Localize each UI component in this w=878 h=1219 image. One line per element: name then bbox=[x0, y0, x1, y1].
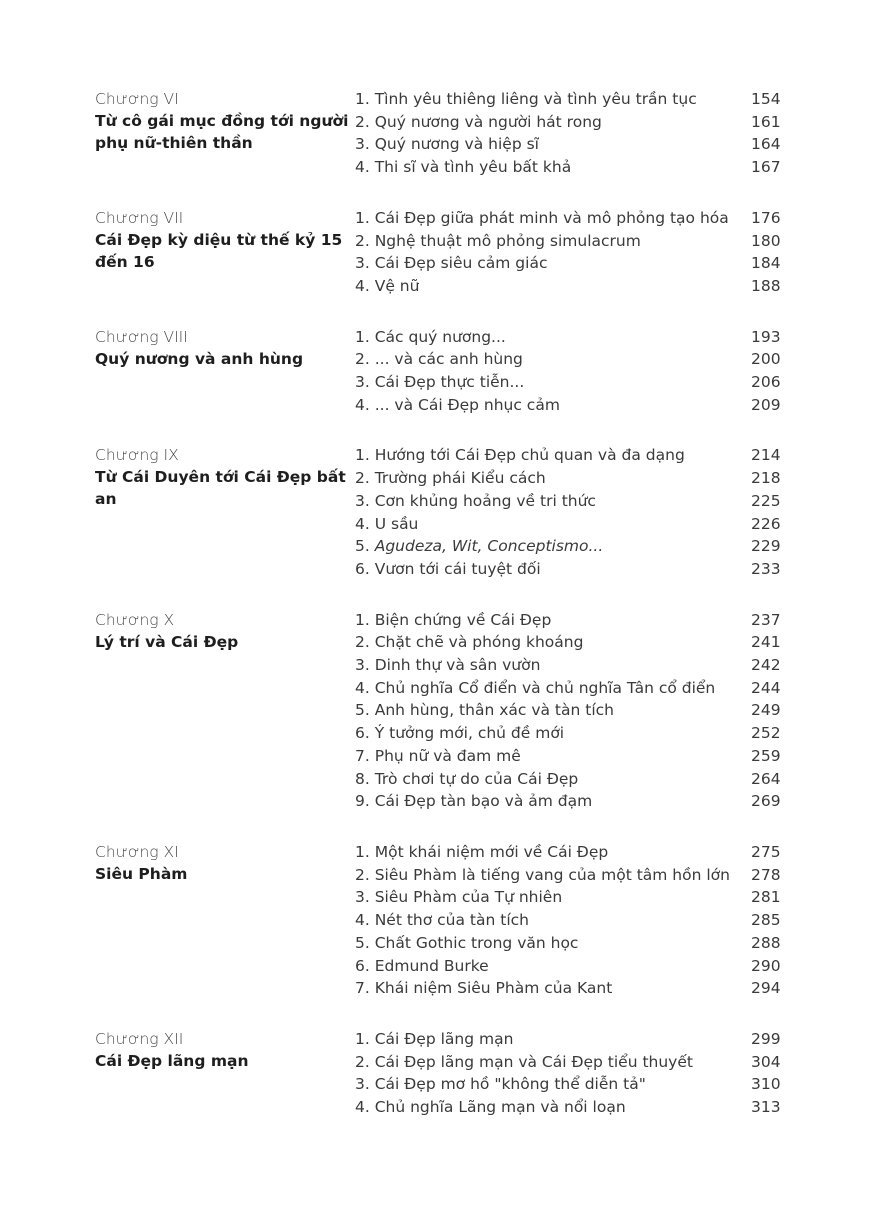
chapter-number: Chương X bbox=[95, 610, 175, 629]
chapter-block bbox=[95, 207, 795, 298]
section-entry bbox=[355, 326, 795, 349]
chapter-title: Cái Đẹp lãng mạn bbox=[95, 1051, 249, 1070]
page-number: 176 bbox=[751, 208, 781, 227]
page-number: 180 bbox=[751, 231, 781, 250]
chapter-number: Chương VI bbox=[95, 90, 179, 108]
page-number: 313 bbox=[751, 1098, 781, 1117]
page-number: 288 bbox=[751, 933, 781, 952]
chapter-block bbox=[95, 609, 795, 813]
section-list bbox=[355, 841, 795, 1000]
section-title: 2. Quý nương và người hát rong bbox=[355, 112, 602, 131]
chapter-number: Chương VII bbox=[95, 208, 184, 227]
section-title: 4. U sầu bbox=[355, 514, 419, 533]
section-list bbox=[355, 326, 795, 417]
page-number: 188 bbox=[751, 276, 781, 295]
page-number: 275 bbox=[751, 842, 781, 861]
section-entry bbox=[355, 932, 795, 955]
section-entry bbox=[355, 348, 795, 371]
page-number: 229 bbox=[751, 537, 781, 556]
section-entry bbox=[355, 909, 795, 932]
page-number: 278 bbox=[751, 865, 781, 884]
section-entry bbox=[355, 371, 795, 394]
section-title: 6. Edmund Burke bbox=[355, 956, 489, 975]
section-entry bbox=[355, 841, 795, 864]
chapter-block bbox=[95, 88, 795, 179]
section-title bbox=[355, 535, 603, 558]
section-title: 4. Vệ nữ bbox=[355, 276, 420, 295]
table-of-contents bbox=[95, 88, 795, 1147]
section-title: 3. Dinh thự và sân vườn bbox=[355, 656, 541, 675]
section-title: 4. Nét thơ của tàn tích bbox=[355, 911, 529, 930]
section-title: 6. Vươn tới cái tuyệt đối bbox=[355, 559, 541, 578]
page-number: 299 bbox=[751, 1029, 781, 1048]
chapter-number: Chương IX bbox=[95, 446, 179, 465]
section-title: 7. Khái niệm Siêu Phàm của Kant bbox=[355, 979, 613, 998]
section-entry bbox=[355, 111, 795, 134]
page-number: 259 bbox=[751, 746, 781, 765]
section-entry bbox=[355, 722, 795, 745]
section-title: 5. Chất Gothic trong văn học bbox=[355, 933, 579, 952]
page-number: 252 bbox=[751, 724, 781, 743]
section-entry bbox=[355, 768, 795, 791]
section-entry bbox=[355, 1028, 795, 1051]
page-number: 161 bbox=[751, 112, 781, 131]
section-entry bbox=[355, 490, 795, 513]
page-number: 167 bbox=[751, 158, 781, 177]
chapter-number: Chương XI bbox=[95, 842, 179, 861]
section-list bbox=[355, 444, 795, 580]
section-entry bbox=[355, 252, 795, 275]
section-title: 2. Siêu Phàm là tiếng vang của một tâm hồn lớn bbox=[355, 865, 730, 884]
section-title: 1. Cái Đẹp lãng mạn bbox=[355, 1029, 514, 1048]
page-number: 209 bbox=[751, 395, 781, 414]
section-title: 3. Siêu Phàm của Tự nhiên bbox=[355, 888, 563, 907]
section-entry bbox=[355, 230, 795, 253]
chapter-heading bbox=[95, 88, 355, 179]
section-entry bbox=[355, 1051, 795, 1074]
page-number: 264 bbox=[751, 769, 781, 788]
chapter-number: Chương XII bbox=[95, 1029, 184, 1048]
page-number: 269 bbox=[751, 792, 781, 811]
page-number: 249 bbox=[751, 701, 781, 720]
section-list bbox=[355, 88, 795, 179]
section-title: 6. Ý tưởng mới, chủ đề mới bbox=[355, 724, 565, 743]
section-title: 8. Trò chơi tự do của Cái Đẹp bbox=[355, 769, 579, 788]
page-number: 304 bbox=[751, 1052, 781, 1071]
section-title: 2. Trường phái Kiểu cách bbox=[355, 469, 546, 488]
chapter-heading bbox=[95, 609, 355, 813]
page-number: 218 bbox=[751, 469, 781, 488]
section-title: 4. Chủ nghĩa Cổ điển và chủ nghĩa Tân cổ điển bbox=[355, 678, 716, 697]
chapter-block bbox=[95, 444, 795, 580]
page-number: 241 bbox=[751, 633, 781, 652]
section-entry bbox=[355, 535, 795, 558]
section-title-italic: Agudeza, Wit, Conceptismo... bbox=[374, 537, 604, 556]
chapter-block bbox=[95, 841, 795, 1000]
section-entry bbox=[355, 631, 795, 654]
page-number: 290 bbox=[751, 956, 781, 975]
chapter-heading bbox=[95, 444, 355, 580]
section-title: 3. Cơn khủng hoảng về tri thức bbox=[355, 491, 596, 510]
section-entry bbox=[355, 790, 795, 813]
chapter-title: Quý nương và anh hùng bbox=[95, 349, 304, 368]
section-title: 7. Phụ nữ và đam mê bbox=[355, 746, 521, 765]
section-list bbox=[355, 609, 795, 813]
chapter-block bbox=[95, 326, 795, 417]
section-title: 1. Một khái niệm mới về Cái Đẹp bbox=[355, 842, 609, 861]
page-number: 294 bbox=[751, 979, 781, 998]
section-entry bbox=[355, 156, 795, 179]
page-number: 206 bbox=[751, 373, 781, 392]
section-entry bbox=[355, 886, 795, 909]
chapter-heading bbox=[95, 841, 355, 1000]
section-entry bbox=[355, 677, 795, 700]
page-number: 226 bbox=[751, 514, 781, 533]
page-number: 164 bbox=[751, 135, 781, 154]
chapter-heading bbox=[95, 326, 355, 417]
section-title: 3. Cái Đẹp mơ hồ "không thể diễn tả" bbox=[355, 1075, 646, 1094]
page-number: 200 bbox=[751, 350, 781, 369]
section-entry bbox=[355, 394, 795, 417]
section-number: 5. bbox=[355, 537, 375, 556]
page-number: 154 bbox=[751, 90, 781, 108]
page-number: 310 bbox=[751, 1075, 781, 1094]
section-entry bbox=[355, 513, 795, 536]
section-entry bbox=[355, 609, 795, 632]
section-title: 1. Tình yêu thiêng liêng và tình yêu trần tục bbox=[355, 90, 697, 108]
chapter-title: Lý trí và Cái Đẹp bbox=[95, 632, 239, 651]
section-entry bbox=[355, 207, 795, 230]
section-list bbox=[355, 1028, 795, 1119]
chapter-title: Từ cô gái mục đồng tới người phụ nữ-thiên thần bbox=[95, 112, 349, 152]
section-title: 1. Biện chứng về Cái Đẹp bbox=[355, 610, 552, 629]
section-entry bbox=[355, 977, 795, 1000]
section-entry bbox=[355, 467, 795, 490]
section-entry bbox=[355, 1073, 795, 1096]
section-entry bbox=[355, 864, 795, 887]
page-number: 184 bbox=[751, 254, 781, 273]
page-number: 233 bbox=[751, 559, 781, 578]
section-title: 4. ... và Cái Đẹp nhục cảm bbox=[355, 395, 560, 414]
chapter-title: Siêu Phàm bbox=[95, 864, 188, 883]
chapter-title: Cái Đẹp kỳ diệu từ thế kỷ 15 đến 16 bbox=[95, 230, 343, 271]
section-title: 4. Thi sĩ và tình yêu bất khả bbox=[355, 158, 572, 177]
section-entry bbox=[355, 699, 795, 722]
chapter-heading bbox=[95, 207, 355, 298]
section-entry bbox=[355, 444, 795, 467]
section-title: 3. Quý nương và hiệp sĩ bbox=[355, 135, 539, 154]
chapter-number: Chương VIII bbox=[95, 327, 188, 346]
section-title: 3. Cái Đẹp siêu cảm giác bbox=[355, 254, 548, 273]
page-number: 242 bbox=[751, 656, 781, 675]
page-number: 285 bbox=[751, 911, 781, 930]
section-title: 4. Chủ nghĩa Lãng mạn và nổi loạn bbox=[355, 1098, 626, 1117]
section-title: 9. Cái Đẹp tàn bạo và ảm đạm bbox=[355, 792, 593, 811]
section-title: 2. Cái Đẹp lãng mạn và Cái Đẹp tiểu thuyết bbox=[355, 1052, 693, 1071]
section-entry bbox=[355, 88, 795, 111]
section-entry bbox=[355, 133, 795, 156]
page-number: 281 bbox=[751, 888, 781, 907]
section-title: 1. Hướng tới Cái Đẹp chủ quan và đa dạng bbox=[355, 446, 685, 465]
chapter-block bbox=[95, 1028, 795, 1119]
section-entry bbox=[355, 955, 795, 978]
page-number: 237 bbox=[751, 610, 781, 629]
section-title: 1. Cái Đẹp giữa phát minh và mô phỏng tạo hóa bbox=[355, 208, 729, 227]
section-entry bbox=[355, 654, 795, 677]
section-entry bbox=[355, 275, 795, 298]
page-number: 193 bbox=[751, 327, 781, 346]
section-title: 2. Chặt chẽ và phóng khoáng bbox=[355, 633, 584, 652]
section-title: 2. Nghệ thuật mô phỏng simulacrum bbox=[355, 231, 641, 250]
chapter-heading bbox=[95, 1028, 355, 1119]
section-title: 3. Cái Đẹp thực tiễn... bbox=[355, 373, 525, 392]
page-number: 214 bbox=[751, 446, 781, 465]
chapter-title: Từ Cái Duyên tới Cái Đẹp bất an bbox=[95, 468, 346, 509]
section-title: 2. ... và các anh hùng bbox=[355, 350, 523, 369]
section-entry bbox=[355, 745, 795, 768]
section-title: 5. Anh hùng, thân xác và tàn tích bbox=[355, 701, 614, 720]
page-number: 244 bbox=[751, 678, 781, 697]
section-entry bbox=[355, 558, 795, 581]
page-number: 225 bbox=[751, 491, 781, 510]
section-list bbox=[355, 207, 795, 298]
section-entry bbox=[355, 1096, 795, 1119]
section-title: 1. Các quý nương... bbox=[355, 327, 506, 346]
